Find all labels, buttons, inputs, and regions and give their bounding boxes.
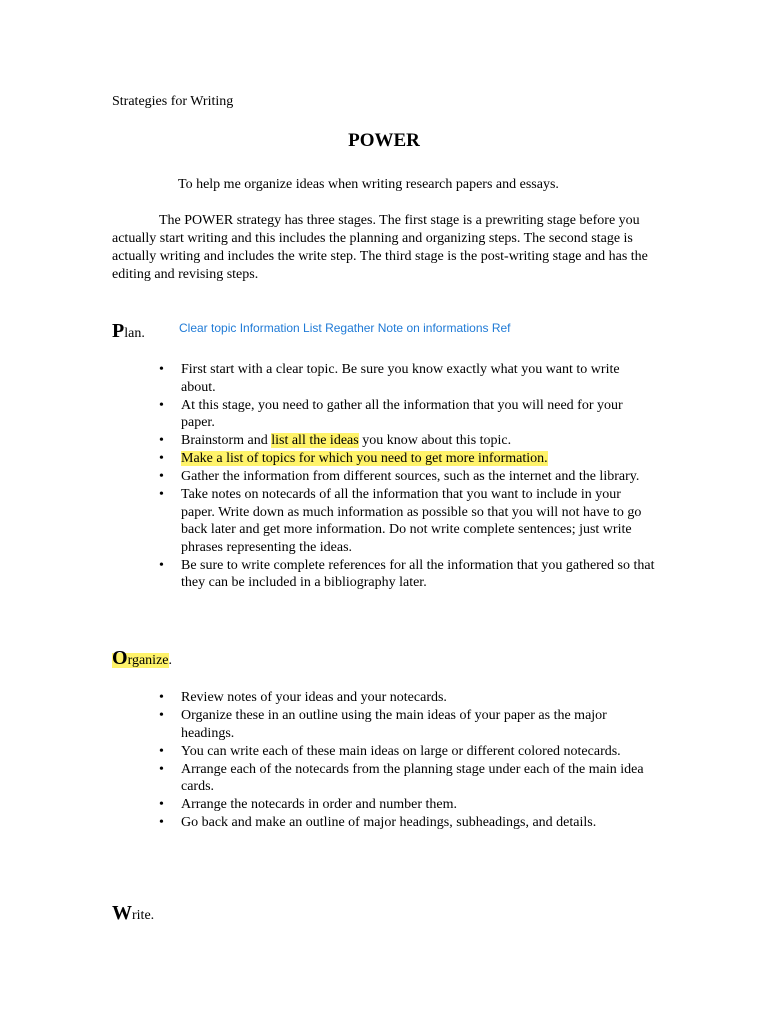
intro-paragraph: The POWER strategy has three stages. The first stage is a prewriting stage before you actually start writing and this includes the planning and organizing steps. The second stage is actually writing and includes the write step. The third stage is the post-writing stage and has the editing and revising steps. xyxy=(112,213,648,282)
bullet-icon: • xyxy=(159,690,164,705)
list-item-text: Arrange the notecards in order and number them. xyxy=(181,797,458,812)
list-item-text: At this stage, you need to gather all the information that you will need for your paper. xyxy=(181,397,623,430)
bullet-icon: • xyxy=(159,557,164,573)
highlighted-text: list all the ideas xyxy=(271,433,359,448)
plan-link-bar[interactable]: Clear topic Information List Regather Note on informations Ref xyxy=(179,321,511,335)
list-item-text: Be sure to write complete references for all the information that you gathered so that they can be included in a bibliography later. xyxy=(181,557,655,590)
list-item-text: Go back and make an outline of major headings, subheadings, and details. xyxy=(181,815,597,830)
bullet-icon: • xyxy=(159,761,164,777)
list-item xyxy=(157,486,657,556)
write-heading-rest: rite. xyxy=(132,908,155,923)
plan-bullet-list xyxy=(157,361,657,592)
organize-bullet-list xyxy=(157,689,657,832)
bullet-icon: • xyxy=(159,397,164,413)
list-item xyxy=(157,361,657,396)
list-item-text: Review notes of your ideas and your notecards. xyxy=(181,690,447,705)
list-item-text: First start with a clear topic. Be sure you know exactly what you want to write about. xyxy=(181,362,620,395)
bullet-icon: • xyxy=(159,433,164,448)
plan-heading-rest: lan. xyxy=(124,326,145,341)
list-item-text: Gather the information from different sources, such as the internet and the library. xyxy=(181,469,640,484)
plan-heading xyxy=(112,320,145,343)
list-item xyxy=(157,814,657,832)
list-item-text: Arrange each of the notecards from the planning stage under each of the main idea cards. xyxy=(181,761,644,794)
list-item xyxy=(157,397,657,432)
plan-initial: P xyxy=(112,320,125,342)
list-item-text: you know about this topic. xyxy=(358,433,512,448)
bullet-icon: • xyxy=(159,362,164,377)
list-item xyxy=(157,761,657,796)
bullet-icon: • xyxy=(159,797,164,812)
list-item xyxy=(157,432,657,450)
purpose-statement: To help me organize ideas when writing research papers and essays. xyxy=(178,177,559,192)
organize-heading-rest: rganize xyxy=(127,653,169,668)
bullet-icon: • xyxy=(159,708,164,723)
list-item-text: Take notes on notecards of all the information that you want to include in your paper. Write down as much information as possible so that you will not have to go back later and get more information. Do not write complete sentences; just write phrases representing the ideas. xyxy=(181,487,642,555)
list-item xyxy=(157,707,657,742)
organize-heading xyxy=(112,647,172,670)
list-item xyxy=(157,689,657,707)
bullet-icon: • xyxy=(159,743,164,759)
list-item-text: Organize these in an outline using the main ideas of your paper as the major headings. xyxy=(181,708,607,741)
write-initial: W xyxy=(112,902,132,924)
bullet-icon: • xyxy=(159,487,164,502)
list-item xyxy=(157,743,657,761)
organize-initial: O xyxy=(112,647,128,669)
bullet-icon: • xyxy=(159,469,164,484)
list-item xyxy=(157,796,657,814)
list-item-text: You can write each of these main ideas on large or different colored notecards. xyxy=(181,743,621,759)
bullet-icon: • xyxy=(159,815,164,830)
document-header: Strategies for Writing xyxy=(112,94,234,109)
list-item xyxy=(157,557,657,592)
page-title: POWER xyxy=(348,130,420,151)
organize-heading-period: . xyxy=(168,653,173,668)
list-item xyxy=(157,450,657,468)
write-heading xyxy=(112,902,154,925)
list-item xyxy=(157,468,657,486)
list-item-text: Brainstorm and xyxy=(181,433,272,448)
bullet-icon: • xyxy=(159,451,164,466)
organize-heading-highlight xyxy=(112,647,169,669)
highlighted-text: Make a list of topics for which you need to get more information. xyxy=(181,451,548,466)
